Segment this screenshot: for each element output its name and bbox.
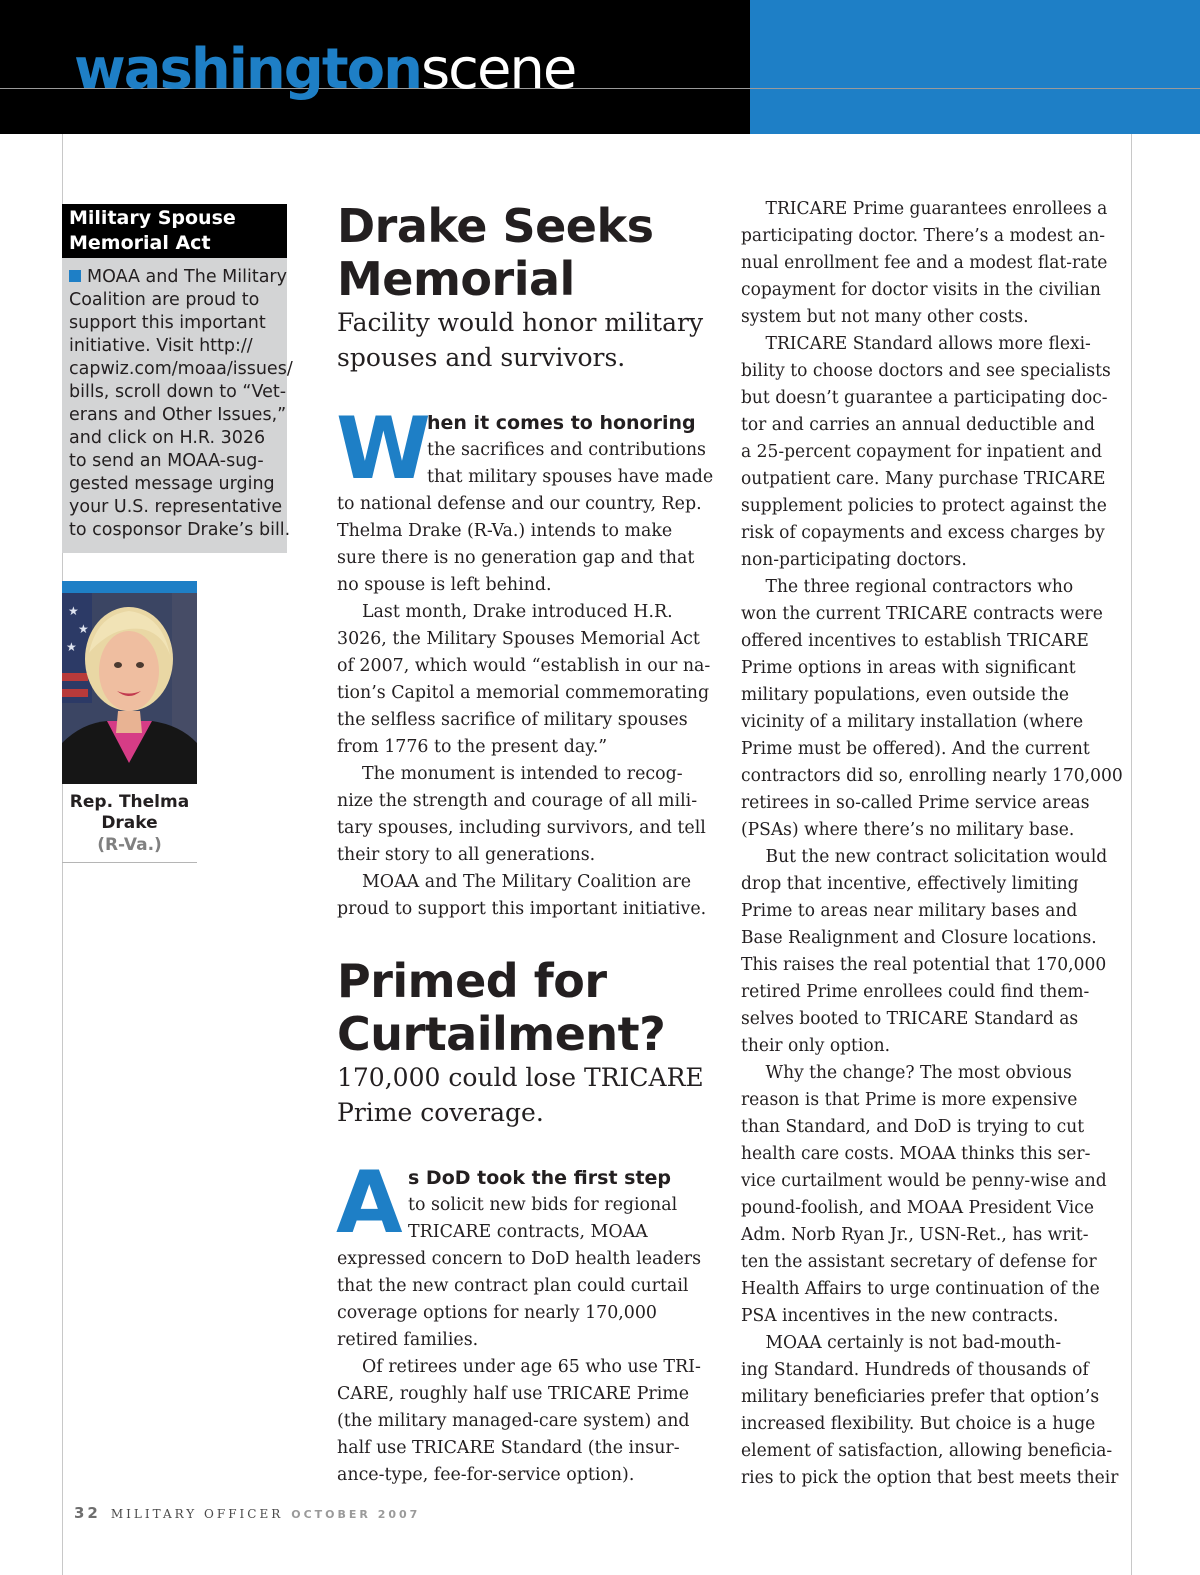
column3-line: vicinity of a military installation (where bbox=[741, 712, 1084, 732]
sidebar-text-line: to send an MOAA-sug- bbox=[69, 451, 264, 471]
sidebar-text-line: your U.S. representative bbox=[69, 497, 283, 517]
column3-line: increased flexibility. But choice is a huge bbox=[741, 1414, 1096, 1434]
headline-line: Primed for bbox=[337, 954, 607, 1008]
column3-line: tor and carries an annual deductible and bbox=[741, 415, 1095, 435]
column3-line: Adm. Norb Ryan Jr., USN-Ret., has writ- bbox=[741, 1225, 1089, 1245]
sidebar-text-line: initiative. Visit http:// bbox=[69, 336, 253, 356]
column3-line: won the current TRICARE contracts were bbox=[741, 604, 1103, 624]
article2-line: half use TRICARE Standard (the insur- bbox=[337, 1438, 680, 1458]
article1-line: The monument is intended to recog- bbox=[362, 764, 683, 784]
article1-line: the selfless sacrifice of military spouses bbox=[337, 710, 688, 730]
article1-intro bbox=[427, 410, 713, 491]
column3-line: But the new contract solicitation would bbox=[765, 847, 1108, 867]
header-accent-block bbox=[750, 0, 1200, 134]
column3-line: ing Standard. Hundreds of thousands of bbox=[741, 1360, 1089, 1380]
column3-line: vice curtailment would be penny-wise and bbox=[741, 1171, 1107, 1191]
article1-line: proud to support this important initiative. bbox=[337, 899, 707, 919]
article1-line: no spouse is left behind. bbox=[337, 575, 552, 595]
column3-line: than Standard, and DoD is trying to cut bbox=[741, 1117, 1085, 1137]
article1-line: tion’s Capitol a memorial commemorating bbox=[337, 683, 710, 703]
article1-dropcap: W bbox=[336, 399, 431, 499]
article1-line: from 1776 to the present day.” bbox=[337, 737, 608, 757]
article2-deck bbox=[337, 1060, 704, 1130]
column3-line: a 25-percent copayment for inpatient and bbox=[741, 442, 1103, 462]
column3-line: military beneficiaries prefer that option’s bbox=[741, 1387, 1100, 1407]
deck-line: Facility would honor military bbox=[337, 308, 704, 337]
column3-line: participating doctor. There’s a modest an- bbox=[741, 226, 1106, 246]
article2-line: that the new contract plan could curtail bbox=[337, 1276, 689, 1296]
article2-line: TRICARE contracts, MOAA bbox=[408, 1222, 648, 1242]
column3-line: reason is that Prime is more expensive bbox=[741, 1090, 1078, 1110]
column3-line: offered incentives to establish TRICARE bbox=[741, 631, 1089, 651]
column3-line: Base Realignment and Closure locations. bbox=[741, 928, 1097, 948]
photo-caption-line: Drake bbox=[101, 813, 158, 833]
article1-line: Last month, Drake introduced H.R. bbox=[362, 602, 673, 622]
column3-line: contractors did so, enrolling nearly 170,000 bbox=[741, 766, 1123, 786]
issue-date: OCTOBER 2007 bbox=[291, 1508, 421, 1521]
deck-line: 170,000 could lose TRICARE bbox=[337, 1063, 704, 1092]
column3-line: This raises the real potential that 170,000 bbox=[741, 955, 1107, 975]
article1-line: sure there is no generation gap and that bbox=[337, 548, 695, 568]
article2-headline bbox=[337, 955, 665, 1061]
column3-line: PSA incentives in the new contracts. bbox=[741, 1306, 1059, 1326]
magazine-name: MILITARY OFFICER bbox=[110, 1507, 284, 1521]
column3-line: retired Prime enrollees could find them- bbox=[741, 982, 1090, 1002]
article2-line: (the military managed-care system) and bbox=[337, 1411, 690, 1431]
column3-line: non-participating doctors. bbox=[741, 550, 967, 570]
section-title-part2: scene bbox=[420, 37, 576, 102]
section-title bbox=[74, 30, 575, 110]
column3-line: Prime to areas near military bases and bbox=[741, 901, 1078, 921]
sidebar-text-line: and click on H.R. 3026 bbox=[69, 428, 266, 448]
right-column-rule bbox=[1131, 134, 1132, 1575]
column3-line: system but not many other costs. bbox=[741, 307, 1029, 327]
headline-line: Curtailment? bbox=[337, 1007, 666, 1061]
sidebar-text-line: gested message urging bbox=[69, 474, 275, 494]
article2-column3 bbox=[741, 196, 1130, 1492]
article1-line: tary spouses, including survivors, and tell bbox=[337, 818, 706, 838]
photo-accent-bar bbox=[62, 581, 197, 593]
article1-line: that military spouses have made bbox=[427, 467, 714, 487]
column3-line: risk of copayments and excess charges by bbox=[741, 523, 1105, 543]
headline-line: Memorial bbox=[337, 252, 575, 306]
article2-line: Of retirees under age 65 who use TRI- bbox=[362, 1357, 701, 1377]
portrait-photo bbox=[62, 593, 197, 784]
column3-line: military populations, even outside the bbox=[741, 685, 1069, 705]
column3-line: but doesn’t guarantee a participating doc- bbox=[741, 388, 1108, 408]
sidebar-text-line: erans and Other Issues,” bbox=[69, 405, 287, 425]
svg-text:★: ★ bbox=[78, 622, 89, 636]
article2-body bbox=[337, 1246, 701, 1489]
column3-line: Why the change? The most obvious bbox=[765, 1063, 1072, 1083]
column3-line: retirees in so-called Prime service areas bbox=[741, 793, 1090, 813]
article1-line: of 2007, which would “establish in our na- bbox=[337, 656, 711, 676]
sidebar-text-line: to cosponsor Drake’s bill. bbox=[69, 520, 291, 540]
section-title-part1: washington bbox=[74, 37, 421, 102]
column3-line: Health Affairs to urge continuation of the bbox=[741, 1279, 1100, 1299]
article2-intro bbox=[408, 1165, 677, 1246]
article2-line: ance-type, fee-for-service option). bbox=[337, 1465, 635, 1485]
article1-line: their story to all generations. bbox=[337, 845, 596, 865]
article1-line: Thelma Drake (R-Va.) intends to make bbox=[337, 521, 673, 541]
column3-line: supplement policies to protect against the bbox=[741, 496, 1107, 516]
photo-caption-name bbox=[62, 792, 197, 834]
sidebar-text-line: support this important bbox=[69, 313, 266, 333]
page-number: 32 bbox=[74, 1504, 101, 1522]
column3-line: MOAA certainly is not bad-mouth- bbox=[765, 1333, 1062, 1353]
column3-line: nual enrollment fee and a modest flat-rate bbox=[741, 253, 1108, 273]
article2-line: retired families. bbox=[337, 1330, 479, 1350]
column3-line: bility to choose doctors and see specialists bbox=[741, 361, 1111, 381]
article1-body bbox=[337, 491, 710, 923]
article2-line: to solicit new bids for regional bbox=[408, 1195, 678, 1215]
sidebar-heading-line: Military Spouse bbox=[69, 207, 236, 229]
column3-line: (PSAs) where there’s no military base. bbox=[741, 820, 1075, 840]
column3-line: TRICARE Standard allows more flexi- bbox=[765, 334, 1091, 354]
portrait-illustration bbox=[62, 593, 197, 784]
deck-line: spouses and survivors. bbox=[337, 343, 626, 372]
column3-line: their only option. bbox=[741, 1036, 891, 1056]
column3-line: element of satisfaction, allowing beneficia- bbox=[741, 1441, 1113, 1461]
caption-rule bbox=[62, 862, 197, 863]
article1-deck bbox=[337, 305, 703, 375]
column3-line: The three regional contractors who bbox=[765, 577, 1074, 597]
article1-line: nize the strength and courage of all mili- bbox=[337, 791, 698, 811]
article1-line: MOAA and The Military Coalition are bbox=[362, 872, 692, 892]
photo-caption-line: Rep. Thelma bbox=[69, 792, 190, 812]
column3-line: outpatient care. Many purchase TRICARE bbox=[741, 469, 1106, 489]
sidebar-text-line bbox=[69, 266, 287, 289]
article1-lead-line: hen it comes to honoring bbox=[427, 412, 696, 434]
sidebar-text-line: capwiz.com/moaa/issues/ bbox=[69, 359, 293, 379]
svg-text:★: ★ bbox=[66, 640, 77, 654]
article1-line: 3026, the Military Spouses Memorial Act bbox=[337, 629, 700, 649]
article2-lead-line: s DoD took the first step bbox=[408, 1167, 672, 1189]
column3-line: Prime must be offered). And the current bbox=[741, 739, 1090, 759]
column3-line: ten the assistant secretary of defense for bbox=[741, 1252, 1097, 1272]
sidebar-text-line: bills, scroll down to “Vet- bbox=[69, 382, 287, 402]
article1-line: to national defense and our country, Rep. bbox=[337, 494, 702, 514]
column3-line: pound-foolish, and MOAA President Vice bbox=[741, 1198, 1094, 1218]
article2-line: coverage options for nearly 170,000 bbox=[337, 1303, 657, 1323]
article1-line: the sacrifices and contributions bbox=[427, 440, 706, 460]
column3-line: selves booted to TRICARE Standard as bbox=[741, 1009, 1079, 1029]
column3-line: health care costs. MOAA thinks this ser- bbox=[741, 1144, 1091, 1164]
article2-dropcap: A bbox=[336, 1153, 403, 1253]
article1-headline bbox=[337, 200, 653, 306]
article2-line: CARE, roughly half use TRICARE Prime bbox=[337, 1384, 690, 1404]
deck-line: Prime coverage. bbox=[337, 1098, 544, 1127]
column3-line: TRICARE Prime guarantees enrollees a bbox=[765, 199, 1108, 219]
article2-line: expressed concern to DoD health leaders bbox=[337, 1249, 702, 1269]
column3-line: drop that incentive, effectively limiting bbox=[741, 874, 1079, 894]
column3-line: Prime options in areas with significant bbox=[741, 658, 1076, 678]
headline-line: Drake Seeks bbox=[337, 199, 654, 253]
photo-caption-party: (R-Va.) bbox=[97, 835, 162, 855]
sidebar-box bbox=[62, 258, 293, 553]
column3-line: copayment for doctor visits in the civilian bbox=[741, 280, 1101, 300]
svg-text:★: ★ bbox=[68, 604, 79, 618]
column3-line: ries to pick the option that best meets their bbox=[741, 1468, 1119, 1488]
sidebar-heading-line: Memorial Act bbox=[69, 232, 211, 254]
page-footer bbox=[74, 1503, 420, 1525]
sidebar-text: MOAA and The Military bbox=[87, 267, 287, 287]
square-bullet-icon bbox=[69, 270, 81, 282]
sidebar-heading bbox=[62, 204, 287, 258]
sidebar-text-line: Coalition are proud to bbox=[69, 290, 260, 310]
